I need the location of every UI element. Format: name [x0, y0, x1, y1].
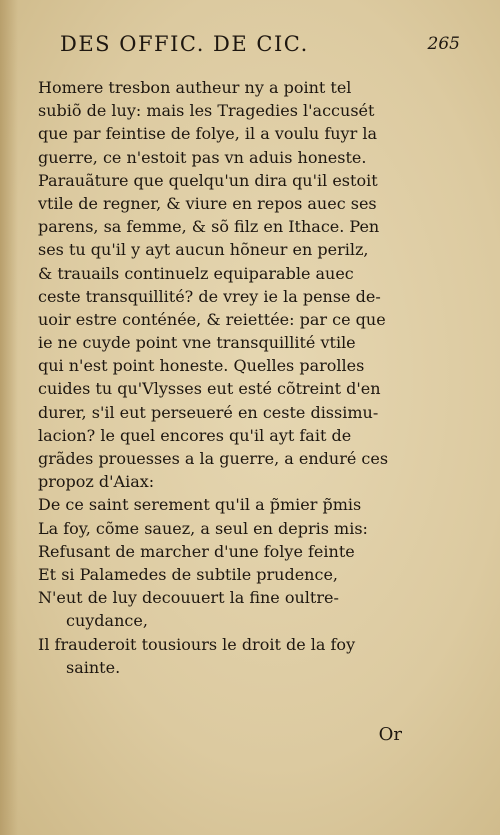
- verse-line-continuation: sainte.: [66, 657, 121, 677]
- verse-line: Refusant de marcher d'une folye feinte: [38, 541, 355, 561]
- verse-line: Il frauderoit tousiours le droit de la foy: [38, 634, 356, 654]
- verse-line: La foy, cõme sauez, a seul en depris mis:: [38, 518, 368, 538]
- text-line: Parauãture que quelqu'un dira qu'il estoit: [38, 170, 378, 190]
- text-line: Homere tresbon autheur ny a point tel: [38, 78, 352, 97]
- verse-line: N'eut de luy decouuert la fine oultre-: [38, 588, 339, 608]
- text-line: que par feintise de folye, il a voulu fuyr la: [38, 124, 377, 144]
- text-line: parens, sa femme, & sõ filz en Ithace. Pen: [38, 217, 380, 237]
- text-line: ses tu qu'il y ayt aucun hõneur en perilz,: [38, 240, 369, 260]
- text-line: subiõ de luy: mais les Tragedies l'accusét: [38, 101, 375, 121]
- catchword: Or: [378, 724, 402, 745]
- text-line: cuides tu qu'Vlysses eut esté cõtreint d'en: [38, 379, 381, 399]
- verse-line-continuation: cuydance,: [66, 611, 148, 631]
- text-line: vtile de regner, & viure en repos auec ses: [38, 193, 377, 213]
- text-line: ceste transquillité? de vrey ie la pense de-: [38, 286, 381, 306]
- text-line: guerre, ce n'estoit pas vn aduis honeste.: [38, 147, 367, 167]
- text-line: & trauails continuelz equiparable auec: [38, 263, 354, 283]
- page-gutter-shadow: [0, 0, 18, 835]
- page-header: [60, 32, 460, 62]
- text-line: lacion? le quel encores qu'il ayt fait de: [38, 425, 352, 445]
- text-line: ie ne cuyde point vne transquillité vtile: [38, 333, 356, 353]
- body-text: [38, 76, 468, 679]
- verse-line: Et si Palamedes de subtile prudence,: [38, 564, 338, 584]
- running-head: DES OFFIC. DE CIC.: [60, 32, 309, 56]
- page-number: 265: [427, 34, 460, 54]
- text-line: grãdes prouesses a la guerre, a enduré ces: [38, 449, 389, 468]
- text-line: durer, s'il eut perseueré en ceste dissimu-: [38, 402, 379, 422]
- text-line: propoz d'Aiax:: [38, 472, 155, 492]
- text-line: qui n'est point honeste. Quelles parolles: [38, 356, 365, 376]
- text-line: uoir estre conténée, & reiettée: par ce que: [38, 309, 386, 329]
- verse-line: De ce saint serement qu'il a p̃mier p̃mis: [38, 495, 362, 515]
